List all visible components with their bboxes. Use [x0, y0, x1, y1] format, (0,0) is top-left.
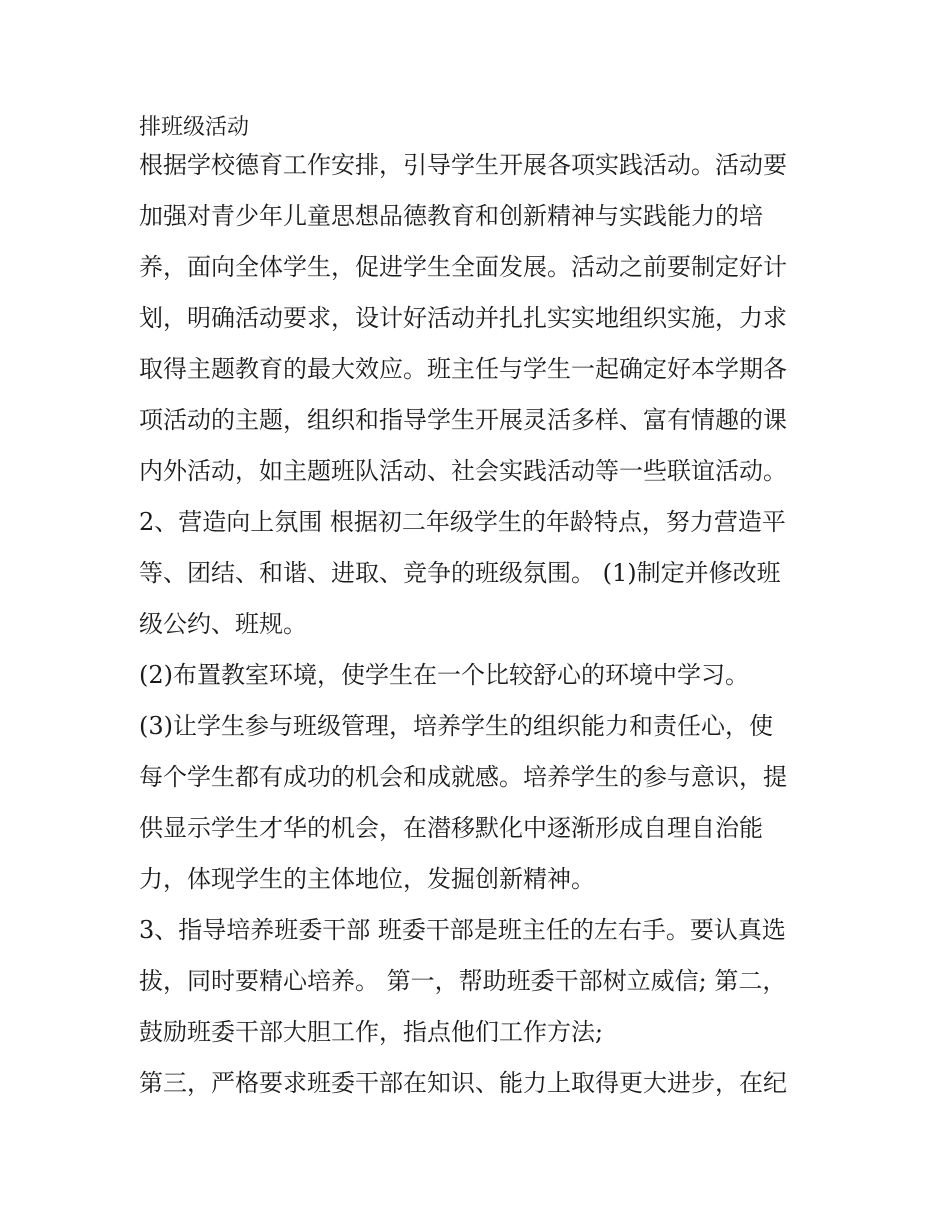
text-line: 第三，严格要求班委干部在知识、能力上取得更大进步，在纪	[139, 1069, 787, 1097]
text-line: 供显示学生才华的机会，在潜移默化中逐渐形成自理自治能	[139, 814, 763, 842]
document-body	[139, 111, 839, 1103]
text-line: 3、指导培养班委干部 班委干部是班主任的左右手。要认真选	[139, 916, 786, 944]
text-line: 每个学生都有成功的机会和成就感。培养学生的参与意识，提	[139, 763, 787, 791]
text-line: 级公约、班规。	[139, 610, 307, 638]
text-line: 2、营造向上氛围 根据初二年级学生的年龄特点，努力营造平	[139, 508, 786, 536]
text-line: 力，体现学生的主体地位，发掘创新精神。	[139, 865, 595, 893]
text-line: 养，面向全体学生，促进学生全面发展。活动之前要制定好计	[139, 253, 787, 281]
text-line: (3)让学生参与班级管理，培养学生的组织能力和责任心，使	[139, 712, 773, 740]
text-line: 根据学校德育工作安排，引导学生开展各项实践活动。活动要	[139, 151, 787, 179]
text-line: 排班级活动	[139, 115, 250, 140]
text-line: 取得主题教育的最大效应。班主任与学生一起确定好本学期各	[139, 355, 787, 383]
text-line: (2)布置教室环境，使学生在一个比较舒心的环境中学习。	[139, 661, 749, 689]
text-line: 加强对青少年儿童思想品德教育和创新精神与实践能力的培	[139, 202, 763, 230]
text-line: 划，明确活动要求，设计好活动并扎扎实实地组织实施，力求	[139, 304, 787, 332]
text-line: 等、团结、和谐、进取、竞争的班级氛围。 (1)制定并修改班	[139, 559, 781, 587]
text-line: 项活动的主题，组织和指导学生开展灵活多样、富有情趣的课	[139, 406, 787, 434]
text-line: 拔，同时要精心培养。 第一，帮助班委干部树立威信; 第二，	[139, 967, 787, 995]
text-line: 鼓励班委干部大胆工作，指点他们工作方法;	[139, 1018, 604, 1046]
text-line: 内外活动，如主题班队活动、社会实践活动等一些联谊活动。	[139, 457, 787, 485]
